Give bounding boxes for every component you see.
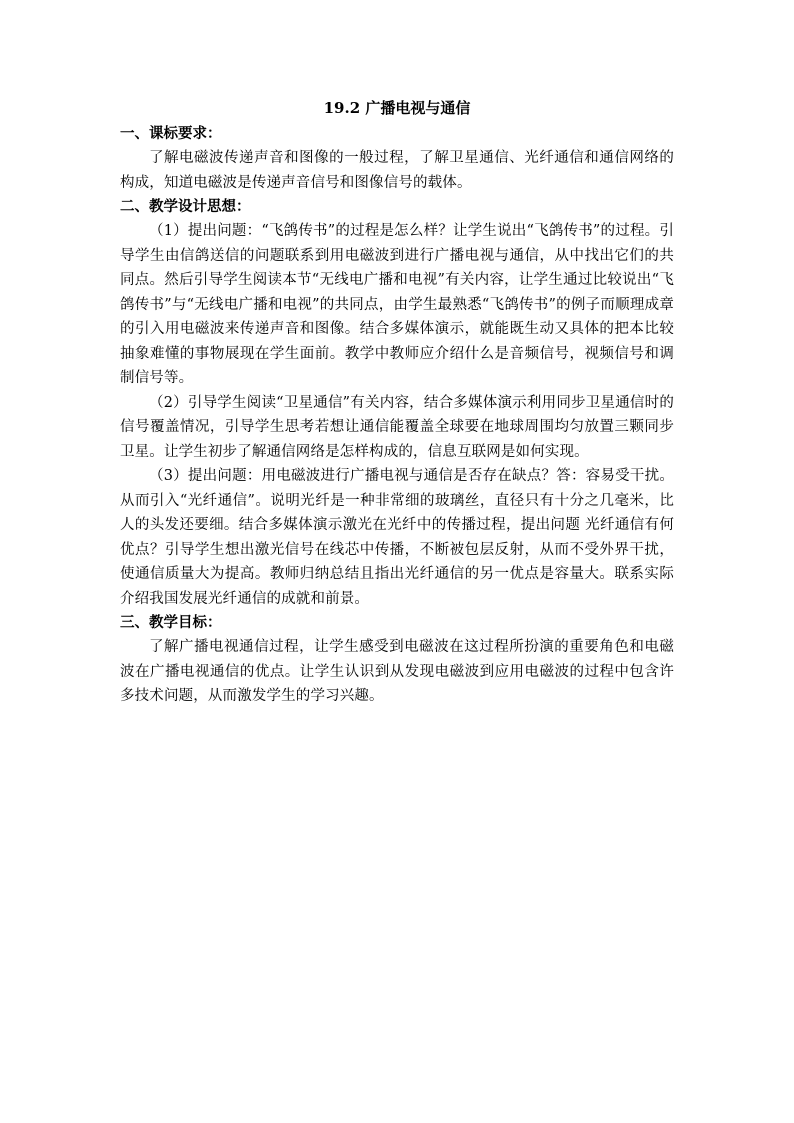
section-heading-design: 二、教学设计思想： (120, 198, 251, 215)
document-page (120, 96, 674, 709)
paragraph-design-2: （2）引导学生阅读“卫星通信”有关内容，结合多媒体演示利用同步卫星通信时的信号覆盖情况，引导学生思考若想让通信能覆盖全球要在地球周围均匀放置三颗同步卫星。让学生初步了解通信网络是怎样构成的，信息互联网是如何实现。 (120, 394, 674, 460)
paragraph-curriculum: 了解电磁波传递声音和图像的一般过程，了解卫星通信、光纤通信和通信网络的构成，知道电磁波是传递声音信号和图像信号的载体。 (120, 150, 674, 191)
section-heading-curriculum: 一、课标要求： (120, 125, 222, 142)
section-heading-goals: 三、教学目标： (120, 614, 222, 631)
paragraph-design-1: （1）提出问题：“飞鸽传书”的过程是怎么样？让学生说出“飞鸽传书”的过程。引导学生由信鸽送信的问题联系到用电磁波到进行广播电视与通信，从中找出它们的共同点。然后引导学生阅读本节“无线电广播和电视”有关内容，让学生通过比较说出“飞鸽传书”与“无线电广播和电视”的共同点，由学生最熟悉“飞鸽传书”的例子而顺理成章的引入用电磁波来传递声音和图像。结合多媒体演示，就能既生动又具体的把本比较抽象难懂的事物展现在学生面前。教学中教师应介绍什么是音频信号，视频信号和调制信号等。 (120, 223, 674, 386)
section-teaching-goals (120, 611, 674, 709)
document-title: 19.2 广播电视与通信 (323, 99, 471, 117)
section-teaching-design (120, 195, 674, 611)
section-curriculum-requirements (120, 122, 674, 195)
paragraph-design-3: （3）提出问题：用电磁波进行广播电视与通信是否存在缺点？答：容易受干扰。从而引入“光纤通信”。说明光纤是一种非常细的玻璃丝，直径只有十分之几毫米，比人的头发还要细。结合多媒体演示激光在光纤中的传播过程，提出问题 光纤通信有何优点？引导学生想出激光信号在线芯中传播，不断被包层反射，从而不受外界干扰，使通信质量大为提高。教师归纳总结且指出光纤通信的另一优点是容量大。联系实际介绍我国发展光纤通信的成就和前景。 (120, 468, 674, 607)
paragraph-goals: 了解广播电视通信过程，让学生感受到电磁波在这过程所扮演的重要角色和电磁波在广播电视通信的优点。让学生认识到从发现电磁波到应用电磁波的过程中包含许多技术问题，从而激发学生的学习兴趣。 (120, 639, 674, 704)
